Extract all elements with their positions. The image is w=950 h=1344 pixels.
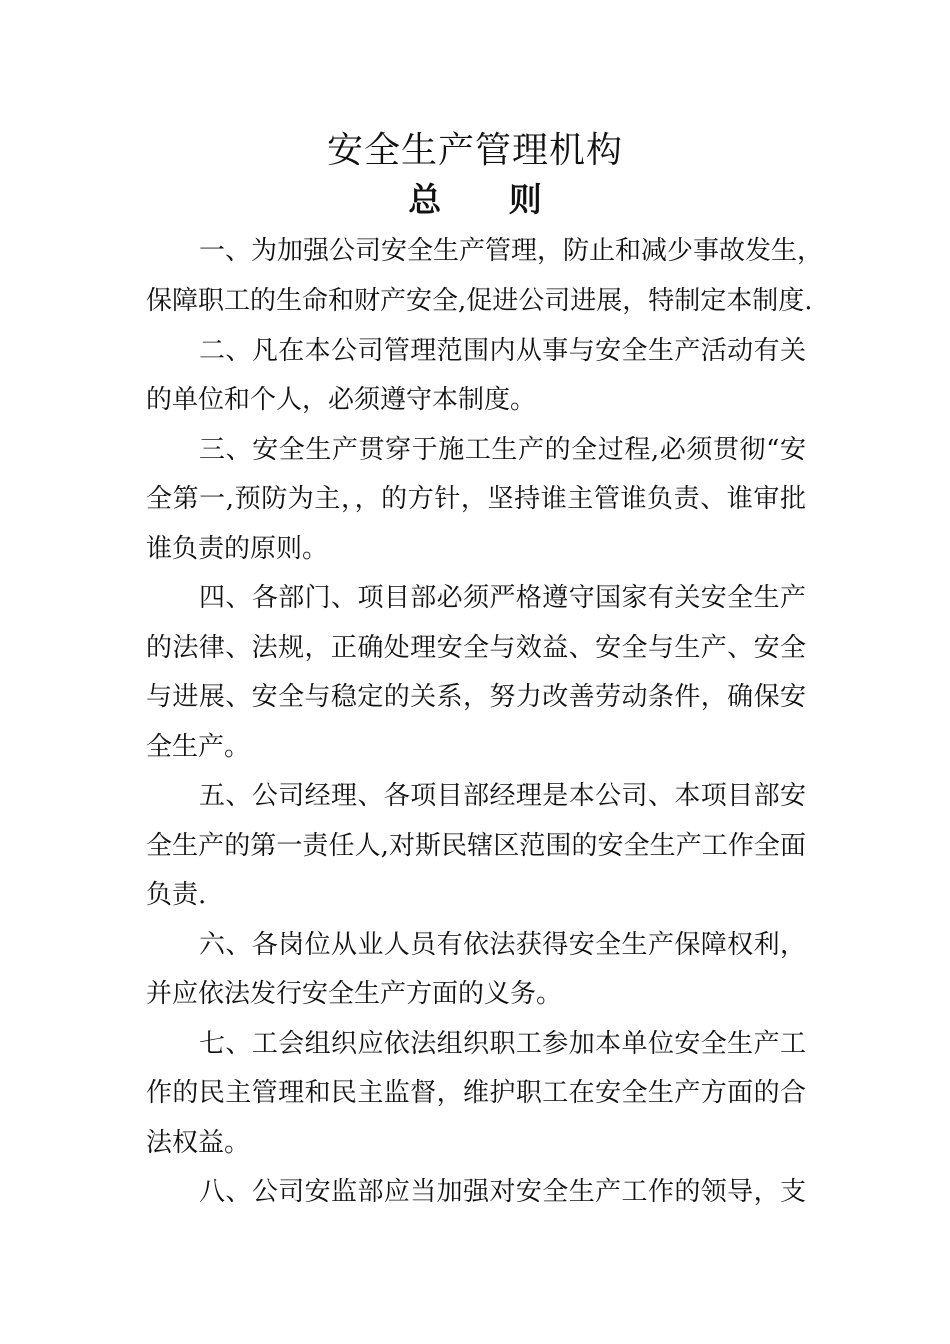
- paragraph-1-line-2: 保障职工的生命和财产安全,促进公司进展，特制定本制度.: [146, 286, 813, 316]
- section-heading: 总 则: [408, 180, 570, 219]
- document-title: 安全生产管理机构: [326, 130, 623, 171]
- paragraph-7-line-3: 法权益。: [146, 1128, 251, 1158]
- paragraph-4-line-1: 四、各部门、项目部必须严格遵守国家有关安全生产: [199, 583, 806, 613]
- paragraph-3-line-2: 全第一,预防为主，，的方针，坚持谁主管谁负责、谁审批: [146, 484, 806, 514]
- paragraph-3-line-3: 谁负责的原则。: [146, 534, 329, 564]
- paragraph-4-line-3: 与进展、安全与稳定的关系，努力改善劳动条件，确保安: [146, 682, 806, 712]
- paragraph-6-line-1: 六、各岗位从业人员有依法获得安全生产保障权利，: [199, 930, 806, 960]
- paragraph-5-line-3: 负责.: [146, 880, 207, 910]
- paragraph-4-line-4: 全生产。: [146, 732, 251, 762]
- paragraph-6-line-2: 并应依法发行安全生产方面的义务。: [146, 979, 563, 1009]
- paragraph-5-line-2: 全生产的第一责任人,对斯民辖区范围的安全生产工作全面: [146, 831, 806, 861]
- paragraph-3-line-1: 三、安全生产贯穿于施工生产的全过程,必须贯彻“安: [199, 435, 806, 465]
- paragraph-2-line-1: 二、凡在本公司管理范围内从事与安全生产活动有关: [199, 336, 806, 366]
- paragraph-5-line-1: 五、公司经理、各项目部经理是本公司、本项目部安: [199, 781, 806, 811]
- paragraph-8-line-1: 八、公司安监部应当加强对安全生产工作的领导，支: [199, 1177, 806, 1207]
- paragraph-1-line-1: 一、为加强公司安全生产管理，防止和减少事故发生，: [199, 236, 824, 266]
- paragraph-7-line-1: 七、工会组织应依法组织职工参加本单位安全生产工: [199, 1029, 806, 1059]
- paragraph-7-line-2: 作的民主管理和民主监督，维护职工在安全生产方面的合: [146, 1078, 806, 1108]
- paragraph-4-line-2: 的法律、法规，正确处理安全与效益、安全与生产、安全: [146, 633, 806, 663]
- paragraph-2-line-2: 的单位和个人，必须遵守本制度。: [146, 385, 537, 415]
